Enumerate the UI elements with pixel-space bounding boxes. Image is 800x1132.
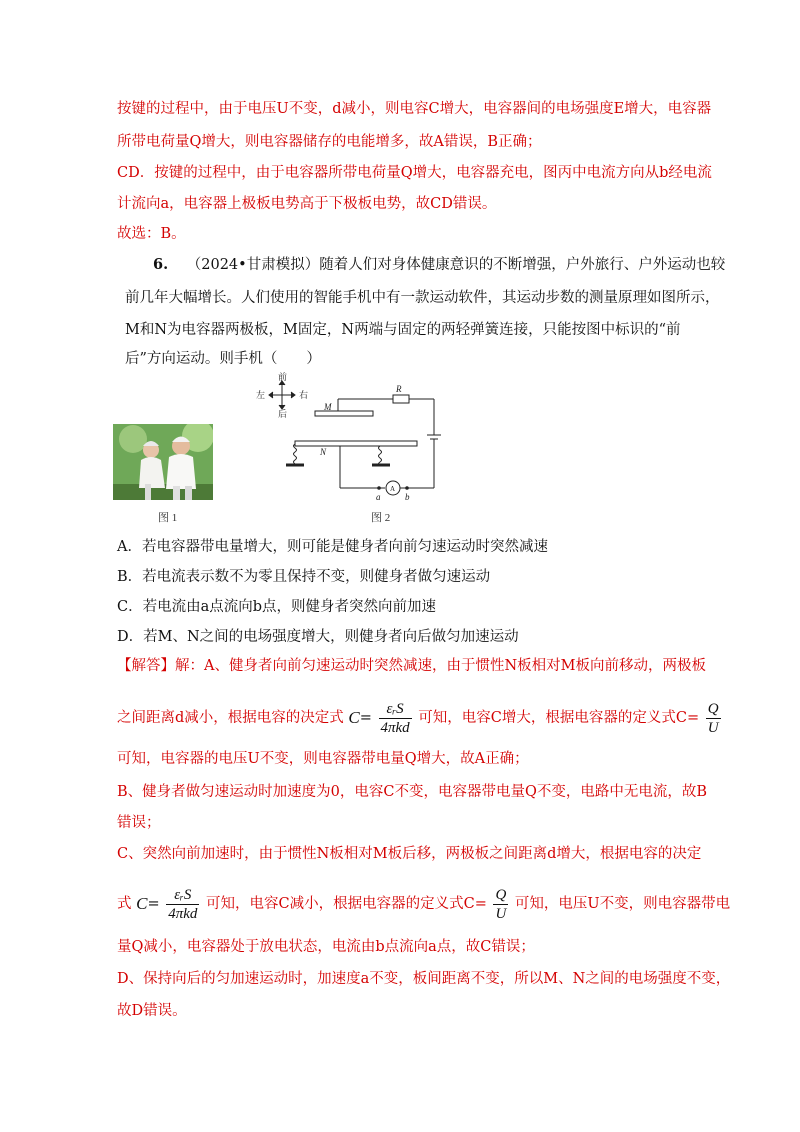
question-line-3: M和N为电容器两极板，M固定，N两端与固定的两轻弹簧连接，只能按图中标识的“前: [125, 322, 681, 338]
explanation-line-1: 按键的过程中，由于电压U不变，d减小，则电容C增大，电容器间的电场强度E增大，电容器: [117, 101, 712, 117]
label-back: 后: [278, 409, 288, 419]
option-d: D．若M、N之间的电场强度增大，则健身者向后做匀加速运动: [117, 629, 519, 645]
formula-denominator-2: 4πkd: [168, 905, 198, 922]
label-R: R: [396, 384, 402, 394]
label-a: a: [376, 492, 381, 502]
explanation-line-2: 所带电荷量Q增大，则电容器储存的电能增多，故A错误，B正确；: [117, 134, 542, 150]
answer-a2-mid: 可知，电容C增大，根据电容器的定义式C=: [418, 710, 700, 726]
question-line-2: 前几年大幅增长。人们使用的智能手机中有一款运动软件，其运动步数的测量原理如图所示，: [125, 290, 720, 306]
label-right: 右: [299, 390, 309, 400]
definition-numerator: Q: [707, 700, 719, 717]
joggers-illustration: [113, 424, 213, 500]
formula-eq: =: [359, 710, 372, 726]
question-line-1: （2024•甘肃模拟）随着人们对身体健康意识的不断增强，户外旅行、户外运动也较: [186, 257, 726, 273]
label-ammeter: A: [390, 485, 396, 493]
answer-line-a2: [117, 696, 723, 740]
label-front: 前: [278, 372, 288, 382]
answer-line-a1: [117, 656, 706, 676]
capacitance-formula-2: [166, 886, 199, 923]
formula-eq-2: =: [147, 896, 160, 912]
answer-line-c1: C、突然向前加速时，由于惯性N板相对M板后移，两极板之间距离d增大，根据电容的决定: [117, 846, 702, 862]
answer-tag: 【解答】: [117, 658, 175, 674]
answer-a1-text: 解：A、健身者向前匀速运动时突然减速，由于惯性N板相对M板向前移动，两极板: [175, 658, 707, 674]
answer-line-b1: B、健身者做匀速运动时加速度为0，电容C不变，电容器带电量Q不变，电路中无电流，故B: [117, 784, 708, 800]
answer-line-d1: D、保持向后的匀加速运动时，加速度a不变，板间距离不变，所以M、N之间的电场强度不变，: [117, 971, 731, 987]
question-number: 6.: [153, 256, 169, 273]
figure-1-caption: 图 1: [158, 512, 178, 524]
explanation-line-5: 故选：B。: [117, 226, 186, 242]
figure-2-circuit-diagram: [250, 368, 450, 508]
label-M: M: [324, 402, 332, 412]
question-header: [153, 255, 725, 275]
label-left: 左: [256, 390, 266, 400]
answer-line-c2: [117, 882, 730, 926]
answer-a2-pre: 之间距离d减小，根据电容的决定式: [117, 710, 344, 726]
answer-c2-post: 可知，电压U不变，则电容器带电: [514, 896, 731, 912]
definition-numerator-2: Q: [495, 886, 507, 903]
answer-line-b2: 错误；: [117, 815, 161, 831]
label-N: N: [320, 447, 327, 457]
definition-formula-2: [493, 886, 508, 923]
option-c: C．若电流由a点流向b点，则健身者突然向前加速: [117, 599, 437, 615]
answer-line-a3: 可知，电容器的电压U不变，则电容器带电量Q增大，故A正确；: [117, 751, 529, 767]
question-line-4: 后”方向运动。则手机（ ）: [125, 351, 321, 367]
answer-line-c3: 量Q减小，电容器处于放电状态，电流由b点流向a点，故C错误；: [117, 939, 535, 955]
option-b: B．若电流表示数不为零且保持不变，则健身者做匀速运动: [117, 569, 491, 585]
figure-2-caption: 图 2: [371, 512, 391, 524]
figure-1-photo: [113, 424, 213, 500]
answer-c2-pre: 式: [117, 896, 132, 912]
option-a: A．若电容器带电量增大，则可能是健身者向前匀速运动时突然减速: [117, 539, 548, 555]
answer-c2-mid: 可知，电容C减小，根据电容器的定义式C=: [206, 896, 487, 912]
capacitance-formula: [379, 700, 412, 737]
label-b: b: [405, 492, 410, 502]
explanation-line-4: 计流向a，电容器上极板电势高于下极板电势，故CD错误。: [117, 196, 497, 212]
explanation-line-3: CD．按键的过程中，由于电容器所带电荷量Q增大，电容器充电，图丙中电流方向从b经电流: [117, 165, 712, 181]
formula-denominator: 4πkd: [380, 719, 410, 736]
formula-C: C: [348, 708, 360, 727]
definition-denominator-2: U: [495, 905, 507, 922]
definition-formula: [706, 700, 721, 737]
answer-line-d2: 故D错误。: [117, 1003, 187, 1019]
definition-denominator: U: [707, 719, 719, 736]
formula-numerator: εᵣS: [379, 700, 412, 719]
formula-C-2: C: [136, 894, 148, 913]
formula-numerator-2: εᵣS: [166, 886, 199, 905]
